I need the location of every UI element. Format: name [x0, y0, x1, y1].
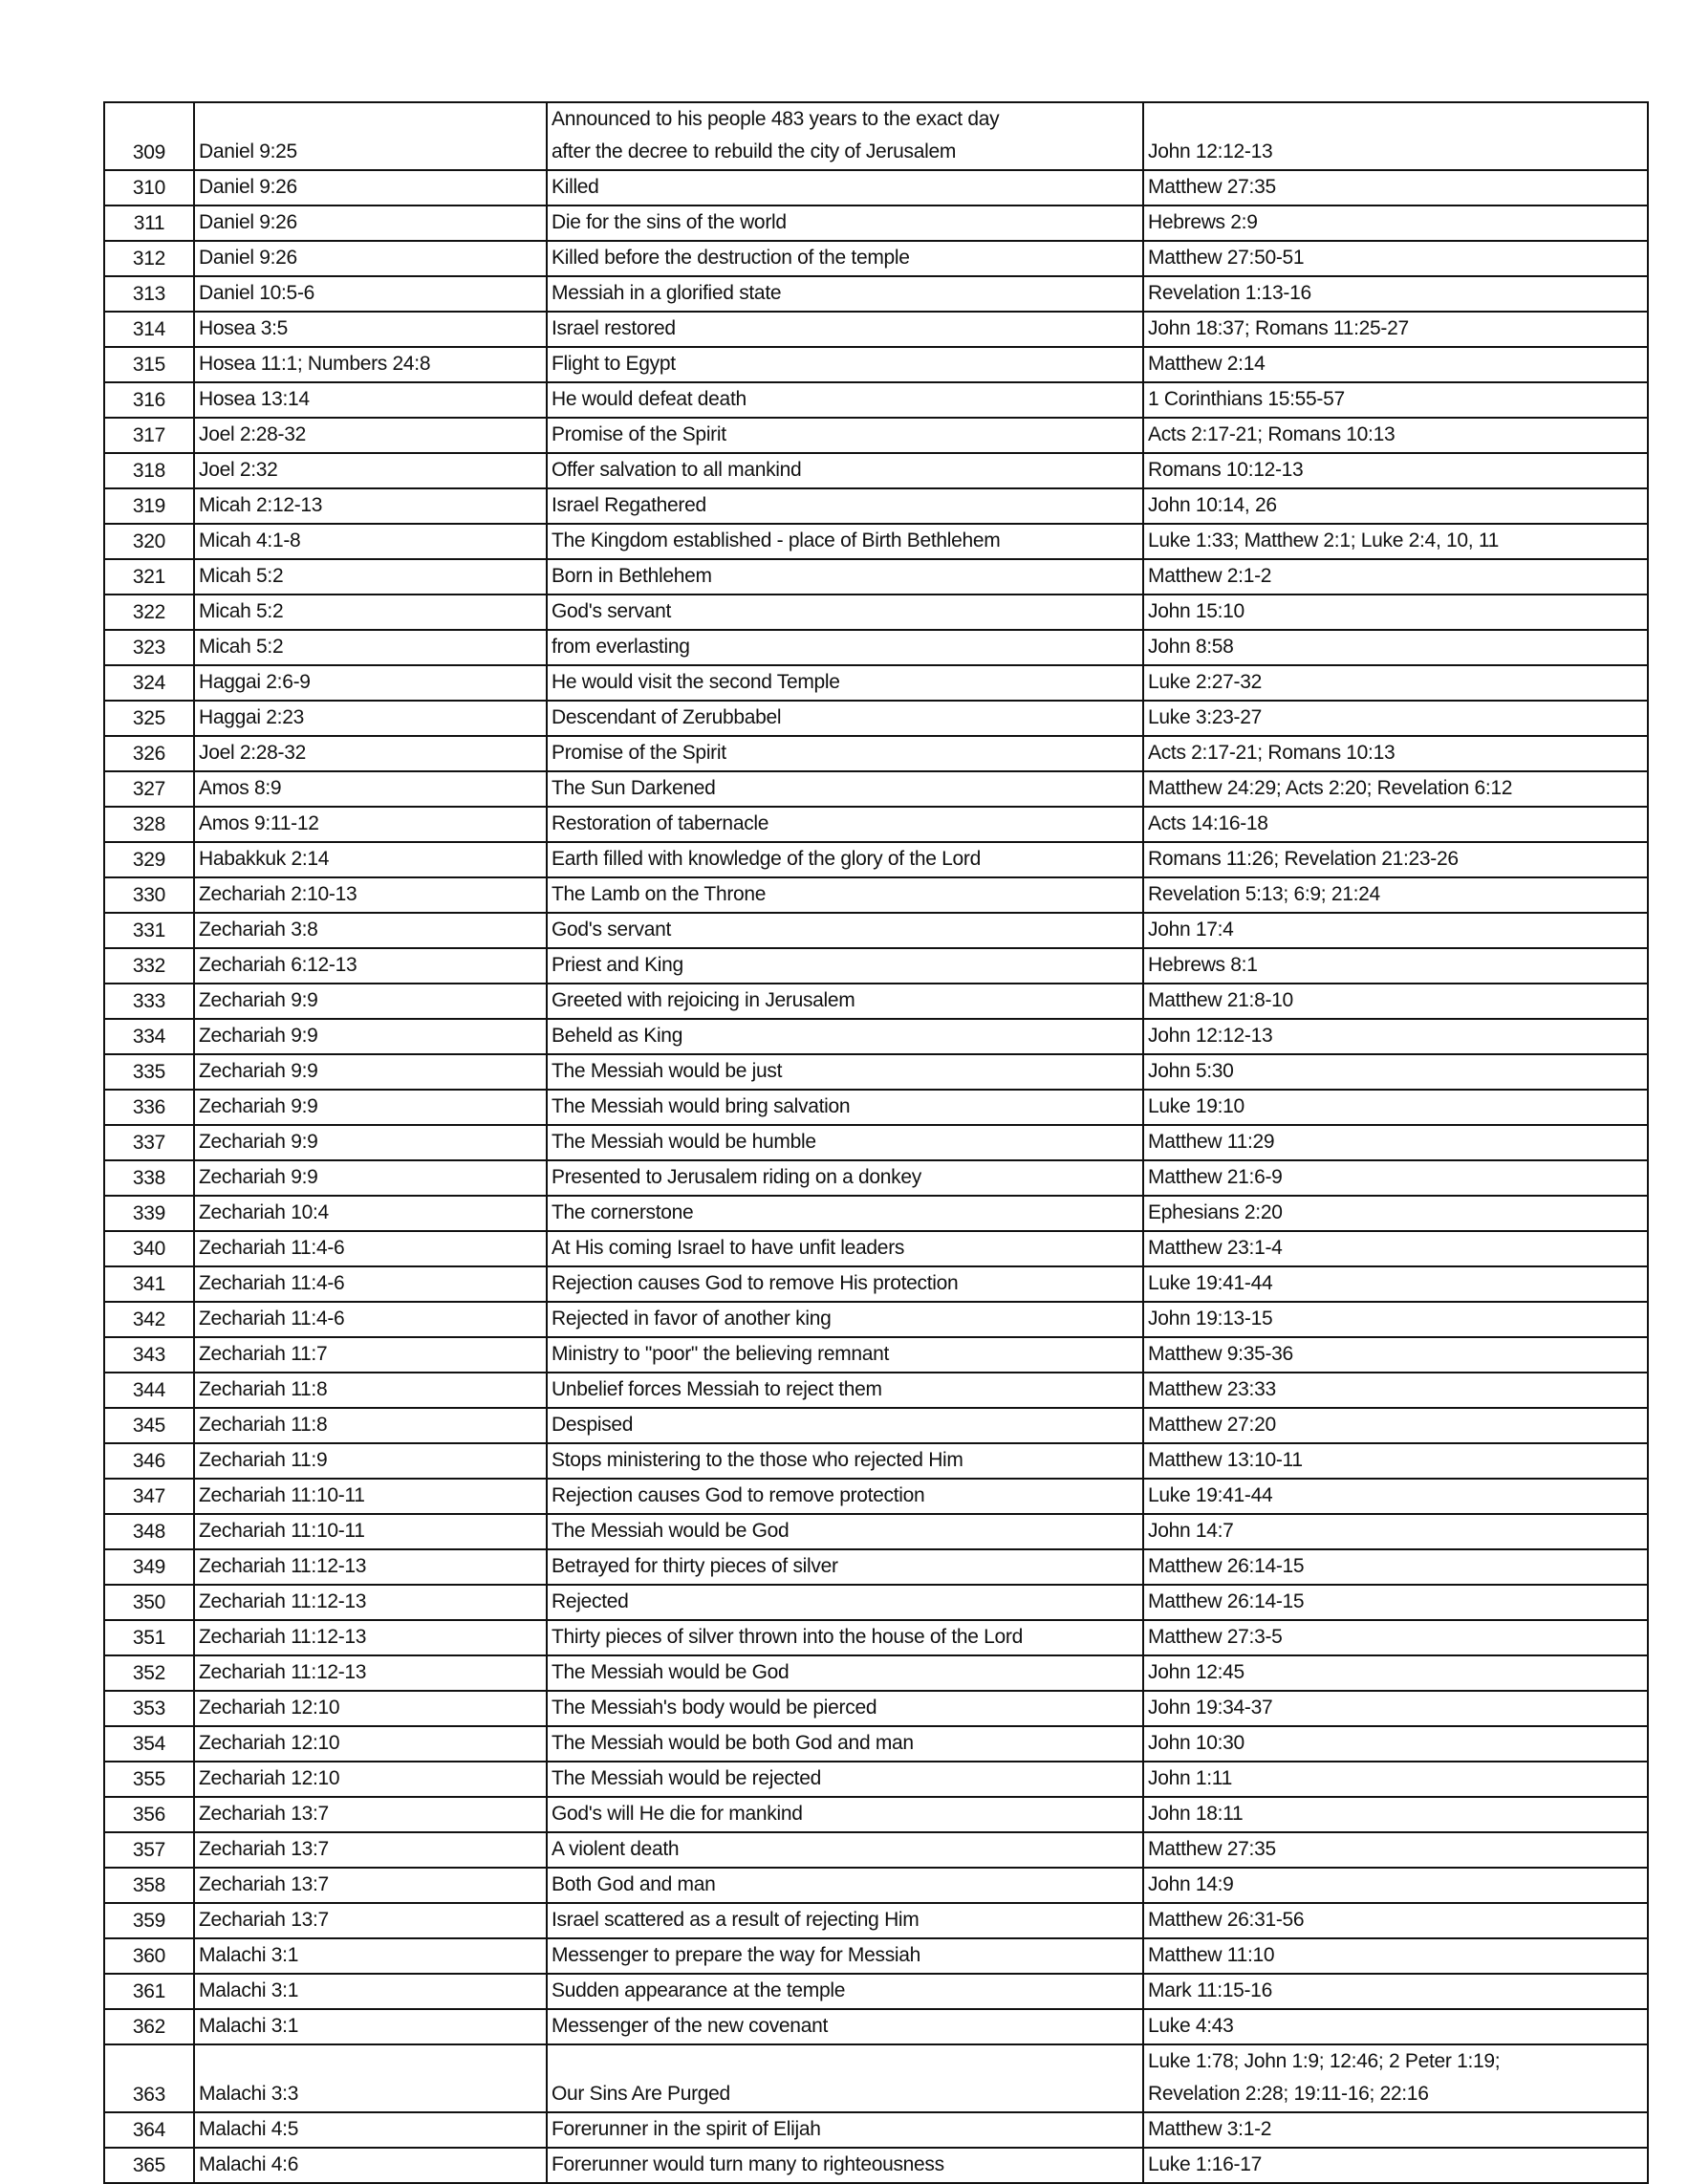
row-number: 312: [104, 241, 194, 276]
old-testament-reference: Zechariah 11:12-13: [194, 1549, 547, 1585]
old-testament-reference: Micah 5:2: [194, 630, 547, 665]
new-testament-fulfillment: Matthew 26:14-15: [1143, 1549, 1648, 1585]
row-number: 323: [104, 630, 194, 665]
prophecy-description: Flight to Egypt: [547, 347, 1143, 382]
table-row: [104, 1514, 1648, 1549]
old-testament-reference: Daniel 9:26: [194, 241, 547, 276]
new-testament-fulfillment: Luke 4:43: [1143, 2009, 1648, 2044]
old-testament-reference: Zechariah 11:10-11: [194, 1479, 547, 1514]
row-number: 314: [104, 312, 194, 347]
old-testament-reference: Joel 2:32: [194, 453, 547, 488]
prophecy-description: Unbelief forces Messiah to reject them: [547, 1373, 1143, 1408]
new-testament-fulfillment: Matthew 11:10: [1143, 1938, 1648, 1974]
table-row: [104, 1408, 1648, 1443]
prophecy-description: The Sun Darkened: [547, 771, 1143, 807]
table-row: [104, 1479, 1648, 1514]
new-testament-fulfillment: Romans 11:26; Revelation 21:23-26: [1143, 842, 1648, 877]
old-testament-reference: Amos 9:11-12: [194, 807, 547, 842]
old-testament-reference: Zechariah 11:12-13: [194, 1620, 547, 1655]
row-number: 309: [104, 102, 194, 170]
table-row: [104, 1125, 1648, 1160]
old-testament-reference: Malachi 3:1: [194, 2009, 547, 2044]
prophecy-description: Messenger of the new covenant: [547, 2009, 1143, 2044]
old-testament-reference: Daniel 10:5-6: [194, 276, 547, 312]
row-number: 350: [104, 1585, 194, 1620]
prophecy-description: The Messiah would be God: [547, 1514, 1143, 1549]
old-testament-reference: Zechariah 11:7: [194, 1337, 547, 1373]
table-row: [104, 1832, 1648, 1868]
table-row: [104, 1868, 1648, 1903]
table-row: [104, 1443, 1648, 1479]
new-testament-fulfillment: Luke 1:33; Matthew 2:1; Luke 2:4, 10, 11: [1143, 524, 1648, 559]
old-testament-reference: Malachi 4:6: [194, 2148, 547, 2183]
old-testament-reference: Zechariah 13:7: [194, 1903, 547, 1938]
prophecy-description: The Messiah would be humble: [547, 1125, 1143, 1160]
table-row: [104, 1549, 1648, 1585]
prophecy-description: Promise of the Spirit: [547, 736, 1143, 771]
new-testament-fulfillment: Luke 19:10: [1143, 1090, 1648, 1125]
new-testament-fulfillment: Mark 11:15-16: [1143, 1974, 1648, 2009]
row-number: 318: [104, 453, 194, 488]
prophecy-description: The Messiah would be rejected: [547, 1762, 1143, 1797]
old-testament-reference: Zechariah 11:12-13: [194, 1655, 547, 1691]
table-row: [104, 2112, 1648, 2148]
row-number: 329: [104, 842, 194, 877]
row-number: 353: [104, 1691, 194, 1726]
new-testament-fulfillment: Matthew 9:35-36: [1143, 1337, 1648, 1373]
prophecy-table: [103, 101, 1649, 2184]
row-number: 320: [104, 524, 194, 559]
table-row: [104, 241, 1648, 276]
row-number: 346: [104, 1443, 194, 1479]
prophecy-description: Promise of the Spirit: [547, 418, 1143, 453]
row-number: 310: [104, 170, 194, 205]
table-row: [104, 1373, 1648, 1408]
new-testament-fulfillment: John 10:14, 26: [1143, 488, 1648, 524]
old-testament-reference: Zechariah 11:8: [194, 1408, 547, 1443]
row-number: 359: [104, 1903, 194, 1938]
prophecy-description: Presented to Jerusalem riding on a donkey: [547, 1160, 1143, 1196]
row-number: 357: [104, 1832, 194, 1868]
old-testament-reference: Zechariah 9:9: [194, 1125, 547, 1160]
row-number: 327: [104, 771, 194, 807]
table-row: [104, 1090, 1648, 1125]
old-testament-reference: Zechariah 11:4-6: [194, 1231, 547, 1266]
new-testament-fulfillment: John 12:45: [1143, 1655, 1648, 1691]
table-row: [104, 842, 1648, 877]
old-testament-reference: Joel 2:28-32: [194, 418, 547, 453]
row-number: 355: [104, 1762, 194, 1797]
new-testament-fulfillment: Matthew 27:3-5: [1143, 1620, 1648, 1655]
new-testament-fulfillment: John 12:12-13: [1143, 1019, 1648, 1054]
new-testament-fulfillment: John 17:4: [1143, 913, 1648, 948]
prophecy-description: Despised: [547, 1408, 1143, 1443]
row-number: 361: [104, 1974, 194, 2009]
row-number: 347: [104, 1479, 194, 1514]
table-row: [104, 488, 1648, 524]
row-number: 328: [104, 807, 194, 842]
table-row: [104, 1938, 1648, 1974]
row-number: 326: [104, 736, 194, 771]
new-testament-fulfillment: Acts 2:17-21; Romans 10:13: [1143, 736, 1648, 771]
prophecy-description: He would defeat death: [547, 382, 1143, 418]
row-number: 362: [104, 2009, 194, 2044]
row-number: 325: [104, 701, 194, 736]
table-row: [104, 276, 1648, 312]
table-row: [104, 877, 1648, 913]
prophecy-description: God's servant: [547, 595, 1143, 630]
old-testament-reference: Zechariah 9:9: [194, 1090, 547, 1125]
row-number: 343: [104, 1337, 194, 1373]
prophecy-description: The Kingdom established - place of Birth Bethlehem: [547, 524, 1143, 559]
table-row: [104, 1054, 1648, 1090]
cell-line: Announced to his people 483 years to the exact day: [552, 108, 1000, 130]
old-testament-reference: Hosea 11:1; Numbers 24:8: [194, 347, 547, 382]
prophecy-description: The Messiah would bring salvation: [547, 1090, 1143, 1125]
table-row: [104, 559, 1648, 595]
old-testament-reference: Zechariah 12:10: [194, 1762, 547, 1797]
prophecy-description: The Lamb on the Throne: [547, 877, 1143, 913]
table-row: [104, 205, 1648, 241]
old-testament-reference: Zechariah 11:4-6: [194, 1302, 547, 1337]
prophecy-description: Forerunner would turn many to righteousness: [547, 2148, 1143, 2183]
new-testament-fulfillment: [1143, 2044, 1648, 2112]
prophecy-description: from everlasting: [547, 630, 1143, 665]
row-number: 331: [104, 913, 194, 948]
old-testament-reference: Zechariah 11:9: [194, 1443, 547, 1479]
new-testament-fulfillment: John 18:11: [1143, 1797, 1648, 1832]
row-number: 351: [104, 1620, 194, 1655]
prophecy-description: Earth filled with knowledge of the glory of the Lord: [547, 842, 1143, 877]
old-testament-reference: Micah 5:2: [194, 559, 547, 595]
table-row: [104, 771, 1648, 807]
row-number: 348: [104, 1514, 194, 1549]
old-testament-reference: Daniel 9:25: [194, 102, 547, 170]
old-testament-reference: Malachi 4:5: [194, 2112, 547, 2148]
table-row: [104, 1620, 1648, 1655]
new-testament-fulfillment: Luke 2:27-32: [1143, 665, 1648, 701]
table-row: [104, 1231, 1648, 1266]
table-row: [104, 418, 1648, 453]
prophecy-description: [547, 102, 1143, 170]
prophecy-description: Rejected in favor of another king: [547, 1302, 1143, 1337]
new-testament-fulfillment: Matthew 27:35: [1143, 1832, 1648, 1868]
new-testament-fulfillment: John 19:34-37: [1143, 1691, 1648, 1726]
old-testament-reference: Haggai 2:23: [194, 701, 547, 736]
row-number: 313: [104, 276, 194, 312]
old-testament-reference: Zechariah 12:10: [194, 1691, 547, 1726]
prophecy-description: Israel scattered as a result of rejecting Him: [547, 1903, 1143, 1938]
prophecy-description: Sudden appearance at the temple: [547, 1974, 1143, 2009]
old-testament-reference: Hosea 13:14: [194, 382, 547, 418]
cell-line: Revelation 2:28; 19:11-16; 22:16: [1148, 2083, 1429, 2105]
row-number: 358: [104, 1868, 194, 1903]
table-row: [104, 1160, 1648, 1196]
prophecy-description: Israel restored: [547, 312, 1143, 347]
table-row: [104, 2009, 1648, 2044]
table-row: [104, 170, 1648, 205]
old-testament-reference: Zechariah 11:10-11: [194, 1514, 547, 1549]
new-testament-fulfillment: Matthew 3:1-2: [1143, 2112, 1648, 2148]
row-number: 364: [104, 2112, 194, 2148]
row-number: 356: [104, 1797, 194, 1832]
prophecy-description: Restoration of tabernacle: [547, 807, 1143, 842]
old-testament-reference: Micah 4:1-8: [194, 524, 547, 559]
new-testament-fulfillment: Ephesians 2:20: [1143, 1196, 1648, 1231]
prophecy-description: God's servant: [547, 913, 1143, 948]
old-testament-reference: Malachi 3:3: [194, 2044, 547, 2112]
table-row: [104, 347, 1648, 382]
new-testament-fulfillment: Hebrews 2:9: [1143, 205, 1648, 241]
table-row: [104, 665, 1648, 701]
new-testament-fulfillment: Matthew 24:29; Acts 2:20; Revelation 6:12: [1143, 771, 1648, 807]
new-testament-fulfillment: John 12:12-13: [1143, 102, 1648, 170]
row-number: 354: [104, 1726, 194, 1762]
row-number: 349: [104, 1549, 194, 1585]
prophecy-description: He would visit the second Temple: [547, 665, 1143, 701]
new-testament-fulfillment: Hebrews 8:1: [1143, 948, 1648, 984]
row-number: 336: [104, 1090, 194, 1125]
old-testament-reference: Joel 2:28-32: [194, 736, 547, 771]
old-testament-reference: Zechariah 11:4-6: [194, 1266, 547, 1302]
row-number: 345: [104, 1408, 194, 1443]
table-row: [104, 630, 1648, 665]
new-testament-fulfillment: Matthew 11:29: [1143, 1125, 1648, 1160]
new-testament-fulfillment: Romans 10:12-13: [1143, 453, 1648, 488]
prophecy-description: Ministry to "poor" the believing remnant: [547, 1337, 1143, 1373]
row-number: 316: [104, 382, 194, 418]
table-row: [104, 736, 1648, 771]
table-row: [104, 312, 1648, 347]
old-testament-reference: Haggai 2:6-9: [194, 665, 547, 701]
new-testament-fulfillment: Matthew 27:20: [1143, 1408, 1648, 1443]
old-testament-reference: Zechariah 10:4: [194, 1196, 547, 1231]
prophecy-description: Israel Regathered: [547, 488, 1143, 524]
new-testament-fulfillment: John 15:10: [1143, 595, 1648, 630]
new-testament-fulfillment: Luke 3:23-27: [1143, 701, 1648, 736]
prophecy-description: Our Sins Are Purged: [547, 2044, 1143, 2112]
table-row: [104, 1019, 1648, 1054]
old-testament-reference: Zechariah 9:9: [194, 984, 547, 1019]
prophecy-description: Rejection causes God to remove His protection: [547, 1266, 1143, 1302]
new-testament-fulfillment: 1 Corinthians 15:55-57: [1143, 382, 1648, 418]
prophecy-description: Rejection causes God to remove protection: [547, 1479, 1143, 1514]
old-testament-reference: Malachi 3:1: [194, 1974, 547, 2009]
row-number: 342: [104, 1302, 194, 1337]
new-testament-fulfillment: John 8:58: [1143, 630, 1648, 665]
row-number: 341: [104, 1266, 194, 1302]
table-row: [104, 701, 1648, 736]
prophecy-description: Born in Bethlehem: [547, 559, 1143, 595]
new-testament-fulfillment: Matthew 2:1-2: [1143, 559, 1648, 595]
row-number: 365: [104, 2148, 194, 2183]
old-testament-reference: Zechariah 13:7: [194, 1797, 547, 1832]
row-number: 334: [104, 1019, 194, 1054]
old-testament-reference: Zechariah 2:10-13: [194, 877, 547, 913]
row-number: 315: [104, 347, 194, 382]
row-number: 344: [104, 1373, 194, 1408]
old-testament-reference: Habakkuk 2:14: [194, 842, 547, 877]
row-number: 333: [104, 984, 194, 1019]
table-row: [104, 1762, 1648, 1797]
row-number: 363: [104, 2044, 194, 2112]
new-testament-fulfillment: Luke 19:41-44: [1143, 1266, 1648, 1302]
row-number: 339: [104, 1196, 194, 1231]
table-row: [104, 1797, 1648, 1832]
new-testament-fulfillment: John 5:30: [1143, 1054, 1648, 1090]
prophecy-description: The Messiah's body would be pierced: [547, 1691, 1143, 1726]
prophecy-description: Greeted with rejoicing in Jerusalem: [547, 984, 1143, 1019]
prophecy-description: At His coming Israel to have unfit leaders: [547, 1231, 1143, 1266]
new-testament-fulfillment: Matthew 21:8-10: [1143, 984, 1648, 1019]
table-row: [104, 595, 1648, 630]
new-testament-fulfillment: John 18:37; Romans 11:25-27: [1143, 312, 1648, 347]
table-row: [104, 102, 1648, 170]
prophecy-description: The Messiah would be both God and man: [547, 1726, 1143, 1762]
old-testament-reference: Zechariah 11:8: [194, 1373, 547, 1408]
row-number: 360: [104, 1938, 194, 1974]
prophecy-description: The Messiah would be just: [547, 1054, 1143, 1090]
new-testament-fulfillment: Revelation 1:13-16: [1143, 276, 1648, 312]
new-testament-fulfillment: Matthew 23:1-4: [1143, 1231, 1648, 1266]
new-testament-fulfillment: Acts 14:16-18: [1143, 807, 1648, 842]
old-testament-reference: Malachi 3:1: [194, 1938, 547, 1974]
table-row: [104, 1266, 1648, 1302]
old-testament-reference: Zechariah 9:9: [194, 1160, 547, 1196]
prophecy-description: Rejected: [547, 1585, 1143, 1620]
row-number: 330: [104, 877, 194, 913]
new-testament-fulfillment: Matthew 13:10-11: [1143, 1443, 1648, 1479]
old-testament-reference: Daniel 9:26: [194, 170, 547, 205]
prophecy-description: Killed: [547, 170, 1143, 205]
prophecy-description: Descendant of Zerubbabel: [547, 701, 1143, 736]
table-row: [104, 1974, 1648, 2009]
row-number: 335: [104, 1054, 194, 1090]
prophecy-description: Messenger to prepare the way for Messiah: [547, 1938, 1143, 1974]
prophecy-description: Thirty pieces of silver thrown into the house of the Lord: [547, 1620, 1143, 1655]
table-row: [104, 524, 1648, 559]
prophecy-description: Betrayed for thirty pieces of silver: [547, 1549, 1143, 1585]
table-row: [104, 1691, 1648, 1726]
old-testament-reference: Micah 5:2: [194, 595, 547, 630]
new-testament-fulfillment: John 14:9: [1143, 1868, 1648, 1903]
old-testament-reference: Amos 8:9: [194, 771, 547, 807]
table-row: [104, 1585, 1648, 1620]
cell-line: after the decree to rebuild the city of Jerusalem: [552, 141, 957, 162]
table-row: [104, 453, 1648, 488]
prophecy-description: Messiah in a glorified state: [547, 276, 1143, 312]
row-number: 319: [104, 488, 194, 524]
row-number: 338: [104, 1160, 194, 1196]
new-testament-fulfillment: Matthew 23:33: [1143, 1373, 1648, 1408]
new-testament-fulfillment: John 10:30: [1143, 1726, 1648, 1762]
table-row: [104, 382, 1648, 418]
new-testament-fulfillment: Matthew 21:6-9: [1143, 1160, 1648, 1196]
old-testament-reference: Hosea 3:5: [194, 312, 547, 347]
prophecy-description: The Messiah would be God: [547, 1655, 1143, 1691]
old-testament-reference: Zechariah 9:9: [194, 1054, 547, 1090]
old-testament-reference: Zechariah 13:7: [194, 1868, 547, 1903]
prophecy-description: Beheld as King: [547, 1019, 1143, 1054]
new-testament-fulfillment: John 1:11: [1143, 1762, 1648, 1797]
table-row: [104, 1655, 1648, 1691]
new-testament-fulfillment: Matthew 2:14: [1143, 347, 1648, 382]
table-row: [104, 984, 1648, 1019]
row-number: 322: [104, 595, 194, 630]
prophecy-description: Offer salvation to all mankind: [547, 453, 1143, 488]
prophecy-description: Killed before the destruction of the temple: [547, 241, 1143, 276]
old-testament-reference: Daniel 9:26: [194, 205, 547, 241]
table-row: [104, 913, 1648, 948]
row-number: 340: [104, 1231, 194, 1266]
old-testament-reference: Zechariah 9:9: [194, 1019, 547, 1054]
prophecy-description: Stops ministering to the those who rejected Him: [547, 1443, 1143, 1479]
prophecy-description: Die for the sins of the world: [547, 205, 1143, 241]
new-testament-fulfillment: Revelation 5:13; 6:9; 21:24: [1143, 877, 1648, 913]
row-number: 332: [104, 948, 194, 984]
new-testament-fulfillment: John 14:7: [1143, 1514, 1648, 1549]
row-number: 311: [104, 205, 194, 241]
prophecy-description: God's will He die for mankind: [547, 1797, 1143, 1832]
table-row: [104, 1302, 1648, 1337]
old-testament-reference: Zechariah 12:10: [194, 1726, 547, 1762]
new-testament-fulfillment: Luke 19:41-44: [1143, 1479, 1648, 1514]
old-testament-reference: Micah 2:12-13: [194, 488, 547, 524]
prophecy-description: Both God and man: [547, 1868, 1143, 1903]
new-testament-fulfillment: John 19:13-15: [1143, 1302, 1648, 1337]
new-testament-fulfillment: Matthew 27:35: [1143, 170, 1648, 205]
old-testament-reference: Zechariah 11:12-13: [194, 1585, 547, 1620]
new-testament-fulfillment: Matthew 26:14-15: [1143, 1585, 1648, 1620]
prophecy-description: Forerunner in the spirit of Elijah: [547, 2112, 1143, 2148]
row-number: 321: [104, 559, 194, 595]
table-row: [104, 1726, 1648, 1762]
table-row: [104, 1196, 1648, 1231]
table-row: [104, 807, 1648, 842]
row-number: 317: [104, 418, 194, 453]
prophecy-description: The cornerstone: [547, 1196, 1143, 1231]
table-row: [104, 948, 1648, 984]
old-testament-reference: Zechariah 6:12-13: [194, 948, 547, 984]
new-testament-fulfillment: Luke 1:16-17: [1143, 2148, 1648, 2183]
table-row: [104, 2044, 1648, 2112]
new-testament-fulfillment: Matthew 26:31-56: [1143, 1903, 1648, 1938]
row-number: 337: [104, 1125, 194, 1160]
table-row: [104, 1337, 1648, 1373]
cell-line: Luke 1:78; John 1:9; 12:46; 2 Peter 1:19;: [1148, 2050, 1501, 2072]
row-number: 324: [104, 665, 194, 701]
new-testament-fulfillment: Matthew 27:50-51: [1143, 241, 1648, 276]
table-row: [104, 2148, 1648, 2183]
old-testament-reference: Zechariah 3:8: [194, 913, 547, 948]
table-row: [104, 1903, 1648, 1938]
new-testament-fulfillment: Acts 2:17-21; Romans 10:13: [1143, 418, 1648, 453]
prophecy-description: Priest and King: [547, 948, 1143, 984]
prophecy-description: A violent death: [547, 1832, 1143, 1868]
old-testament-reference: Zechariah 13:7: [194, 1832, 547, 1868]
row-number: 352: [104, 1655, 194, 1691]
